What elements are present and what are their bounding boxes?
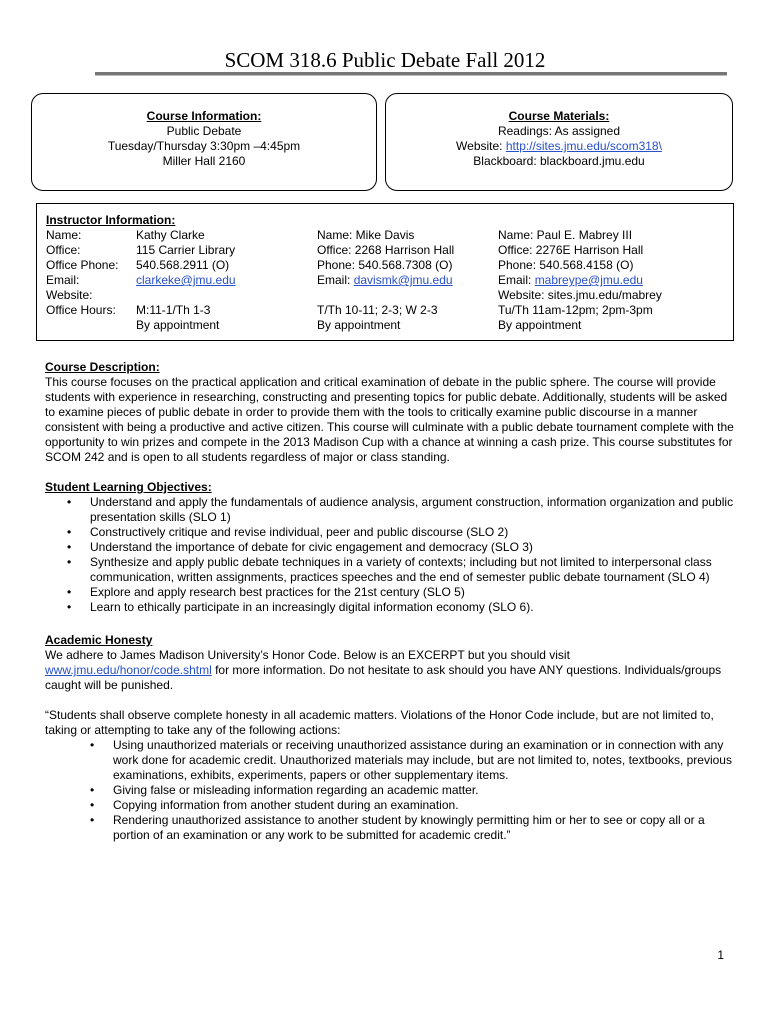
honor-code-violations-list <box>45 738 735 843</box>
mabrey-email-link[interactable]: mabreype@jmu.edu <box>534 273 643 287</box>
course-description-text: This course focuses on the practical application and critical examination of debate in the public sphere. The course will provide students with experience in researching, constructing and presenting topics for public debate. Additionally, students will be asked to examine pieces of public debate in order to provide them with the tools to critically examine public discourse in a manner consistent with being a productive and active citizen. This course will culminate with a public debate tournament complete with the opportunity to win prizes and compete in the 2013 Madison Cup with a chance at winning a cash prize. This course substitutes for SCOM 242 and is open to all students regardless of major or class standing. <box>45 375 734 464</box>
academic-honesty-heading: Academic Honesty <box>45 633 153 647</box>
list-item: • Explore and apply research best practices for the 21st century (SLO 5) <box>45 585 735 600</box>
website-line <box>386 139 732 154</box>
clarke-appointment: By appointment <box>136 318 220 332</box>
label-name: Name: <box>46 228 82 242</box>
list-item: • Copying information from another student during an examination. <box>45 798 735 813</box>
honor-code-quote: “Students shall observe complete honesty in all academic matters. Violations of the Honor Code include, but are not limited to, taking or attempting to take any of the following actions: <box>45 708 714 737</box>
learning-objectives-list <box>45 495 735 615</box>
course-location: Miller Hall 2160 <box>162 154 246 168</box>
learning-objectives-heading: Student Learning Objectives: <box>45 480 212 494</box>
davis-office-hours: T/Th 10-11; 2-3; W 2-3 <box>317 303 438 317</box>
document-title: SCOM 318.6 Public Debate Fall 2012 <box>224 48 546 72</box>
mabrey-office-hours: Tu/Th 11am-12pm; 2pm-3pm <box>498 303 653 317</box>
davis-name: Name: Mike Davis <box>317 228 415 242</box>
honesty-intro-text-2: for more information. Do not hesitate to ask should you have ANY questions. Individuals/groups caught will be punished. <box>45 663 722 692</box>
clarke-office: 115 Carrier Library <box>136 243 236 257</box>
readings-line: Readings: As assigned <box>497 124 621 138</box>
davis-email-link[interactable]: davismk@jmu.edu <box>353 273 453 287</box>
label-office-phone: Office Phone: <box>46 258 119 272</box>
course-description-heading: Course Description: <box>45 360 160 374</box>
page-number: 1 <box>717 948 724 962</box>
academic-honesty-intro <box>45 648 735 693</box>
instructor-labels-column <box>46 228 119 318</box>
list-item: • Synthesize and apply public debate techniques in a variety of contexts; including but not limited to interpersonal class communication, written assignments, practices speeches and the end of semester public debate tournament (SLO 4) <box>45 555 735 585</box>
clarke-office-hours: M:11-1/Th 1-3 <box>136 303 211 317</box>
title-divider <box>95 72 727 76</box>
mabrey-phone: Phone: 540.568.4158 (O) <box>498 258 634 272</box>
instructor-information-heading: Instructor Information: <box>46 213 176 227</box>
learning-objectives-section <box>45 480 735 615</box>
davis-office: Office: 2268 Harrison Hall <box>317 243 455 257</box>
davis-email-label: Email: <box>317 273 354 287</box>
clarke-phone: 540.568.2911 (O) <box>136 258 230 272</box>
davis-website <box>317 288 454 303</box>
list-item: • Constructively critique and revise individual, peer and public discourse (SLO 2) <box>45 525 735 540</box>
mabrey-email-label: Email: <box>498 273 535 287</box>
mabrey-appointment: By appointment <box>498 318 582 332</box>
clarke-name: Kathy Clarke <box>136 228 205 242</box>
mabrey-name: Name: Paul E. Mabrey III <box>498 228 633 242</box>
mabrey-office: Office: 2276E Harrison Hall <box>498 243 644 257</box>
course-information-box <box>31 93 377 191</box>
mabrey-website: Website: sites.jmu.edu/mabrey <box>498 288 662 302</box>
website-label: Website: <box>456 139 506 153</box>
list-item: • Using unauthorized materials or receiving unauthorized assistance during an examination or in connection with any work done for academic credit. Unauthorized materials may include, but are not limited to, notes, textbooks, previous examinations, exhibits, experiments, papers or other supplementary items. <box>45 738 735 783</box>
list-item: • Understand and apply the fundamentals of audience analysis, argument construction, information organization and public presentation skills (SLO 1) <box>45 495 735 525</box>
course-materials-box <box>385 93 733 191</box>
course-name: Public Debate <box>166 124 242 138</box>
list-item: • Rendering unauthorized assistance to another student by knowingly permitting him or her to see or copy all or a portion of an examination or any work to be submitted for academic credit.” <box>45 813 735 843</box>
davis-email-line <box>317 273 454 288</box>
honor-code-link[interactable]: www.jmu.edu/honor/code.shtml <box>45 663 212 677</box>
course-website-link[interactable]: http://sites.jmu.edu/scom318\ <box>505 139 662 153</box>
list-item: • Giving false or misleading information regarding an academic matter. <box>45 783 735 798</box>
label-website: Website: <box>46 288 93 302</box>
instructor-mabrey-column <box>498 228 662 333</box>
academic-honesty-section <box>45 633 735 843</box>
honesty-intro-text: We adhere to James Madison University’s Honor Code. Below is an EXCERPT but you should visit <box>45 648 570 662</box>
course-description-section <box>45 360 735 465</box>
mabrey-email-line <box>498 273 662 288</box>
clarke-email-link[interactable]: clarkeke@jmu.edu <box>136 273 236 287</box>
davis-phone: Phone: 540.568.7308 (O) <box>317 258 453 272</box>
instructor-clarke-column <box>136 228 236 333</box>
davis-appointment: By appointment <box>317 318 401 332</box>
course-schedule: Tuesday/Thursday 3:30pm –4:45pm <box>107 139 301 153</box>
course-materials-heading: Course Materials: <box>508 109 610 123</box>
instructor-davis-column <box>317 228 454 333</box>
instructor-information-box <box>36 203 734 341</box>
list-item: • Understand the importance of debate for civic engagement and democracy (SLO 3) <box>45 540 735 555</box>
label-email: Email: <box>46 273 80 287</box>
list-item: • Learn to ethically participate in an increasingly digital information economy (SLO 6). <box>45 600 735 615</box>
clarke-website <box>136 288 236 303</box>
blackboard-line: Blackboard: blackboard.jmu.edu <box>473 154 645 168</box>
label-office: Office: <box>46 243 81 257</box>
label-office-hours: Office Hours: <box>46 303 116 317</box>
course-information-heading: Course Information: <box>146 109 262 123</box>
